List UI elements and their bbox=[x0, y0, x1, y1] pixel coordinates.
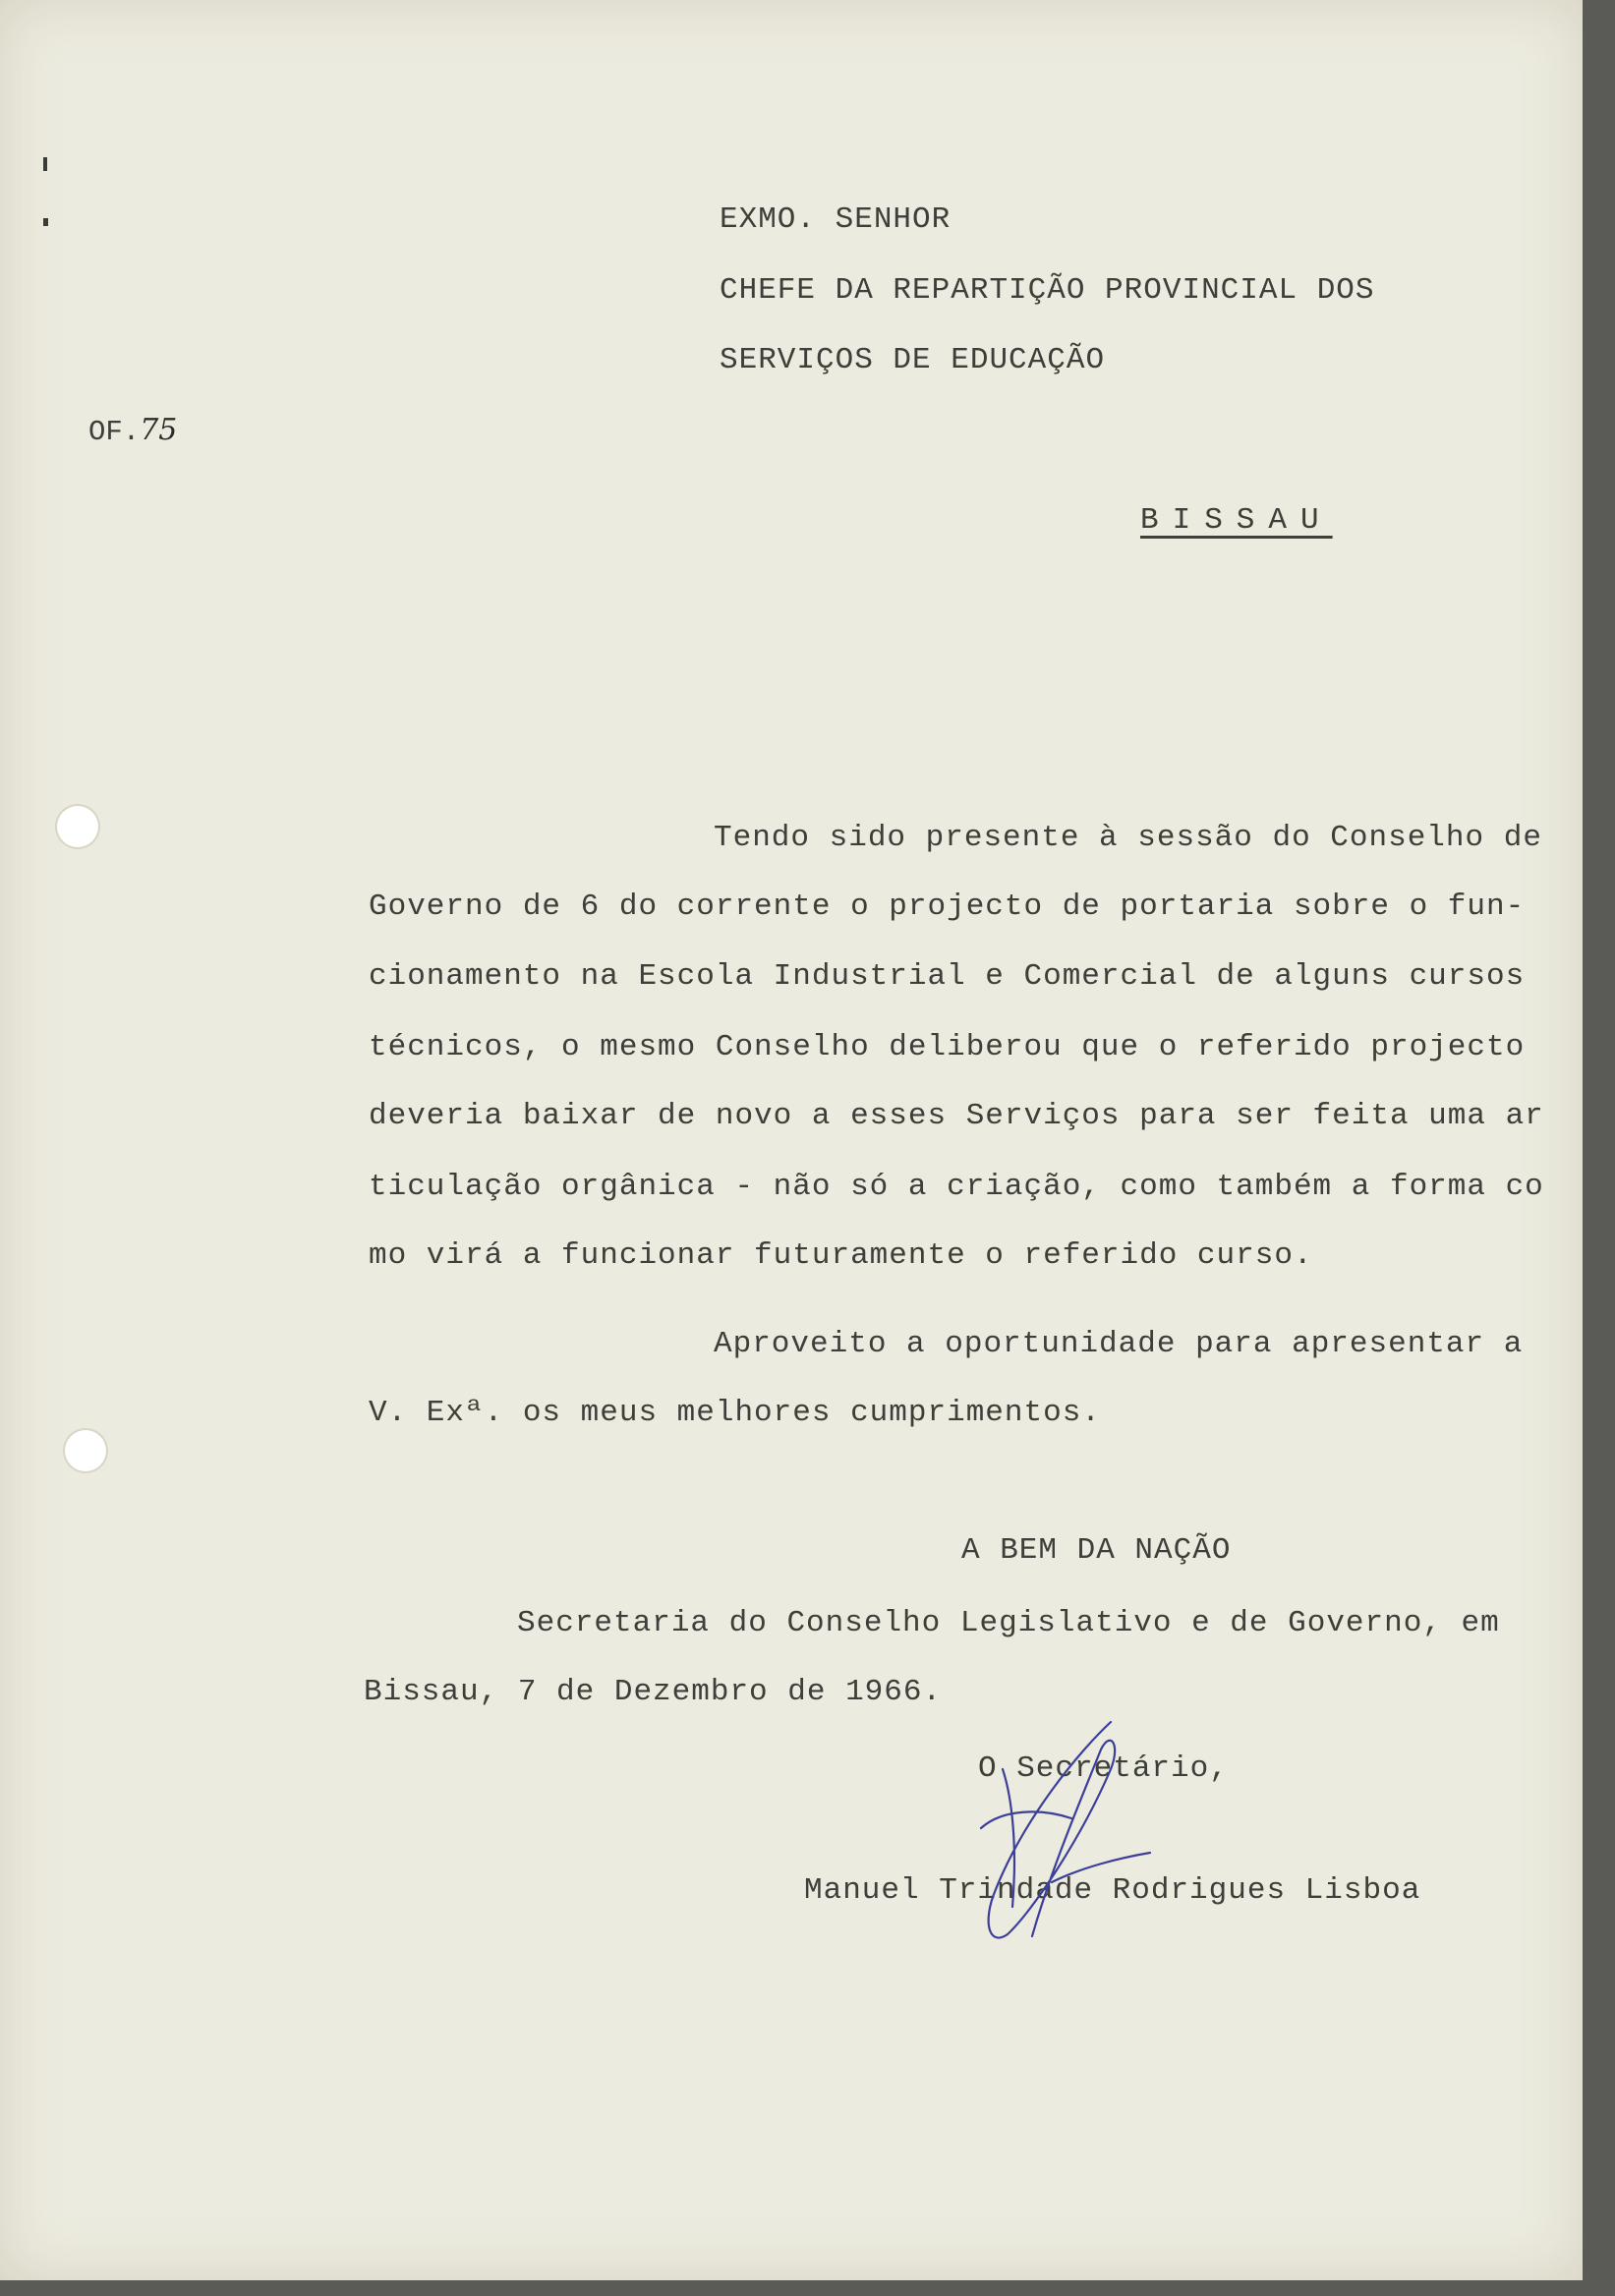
body-p1-line-4: técnicos, o mesmo Conselho deliberou que o referido projecto bbox=[369, 1030, 1526, 1064]
closing-name: Manuel Trindade Rodrigues Lisboa bbox=[804, 1873, 1421, 1908]
body-p2-line-1: Aproveito a oportunidade para apresentar a bbox=[714, 1327, 1524, 1361]
scan-edge-bottom bbox=[0, 2280, 1615, 2296]
closing-title: O Secretário, bbox=[978, 1751, 1229, 1786]
signature-image bbox=[963, 1710, 1160, 1966]
margin-mark bbox=[43, 218, 48, 226]
body-p1-line-2: Governo de 6 do corrente o projecto de portaria sobre o fun- bbox=[369, 890, 1526, 924]
scan-edge-right bbox=[1583, 0, 1615, 2296]
body-p2-line-2: V. Exª. os meus melhores cumprimentos. bbox=[369, 1396, 1101, 1430]
body-p1-line-6: ticulação orgânica - não só a criação, como também a forma co bbox=[369, 1170, 1544, 1204]
addressee-line-3: SERVIÇOS DE EDUCAÇÃO bbox=[720, 343, 1106, 377]
addressee-line-1: EXMO. SENHOR bbox=[720, 202, 952, 237]
body-p1-line-5: deveria baixar de novo a esses Serviços para ser feita uma ar bbox=[369, 1099, 1544, 1133]
punch-hole-top bbox=[57, 806, 98, 847]
margin-mark bbox=[43, 157, 47, 171]
reference-prefix: OF. bbox=[88, 416, 141, 448]
punch-hole-bottom bbox=[65, 1430, 106, 1471]
closing-place-line-2: Bissau, 7 de Dezembro de 1966. bbox=[364, 1675, 943, 1709]
closing-motto: A BEM DA NAÇÃO bbox=[961, 1533, 1232, 1568]
reference bbox=[88, 413, 177, 448]
addressee-line-2: CHEFE DA REPARTIÇÃO PROVINCIAL DOS bbox=[720, 273, 1375, 308]
reference-number: 75 bbox=[140, 413, 178, 447]
addressee-city: BISSAU bbox=[1140, 503, 1333, 538]
body-p1-line-7: mo virá a funcionar futuramente o referido curso. bbox=[369, 1238, 1313, 1273]
closing-place-line-1: Secretaria do Conselho Legislativo e de Governo, em bbox=[517, 1606, 1500, 1640]
body-p1-line-3: cionamento na Escola Industrial e Comercial de alguns cursos bbox=[369, 959, 1526, 994]
body-p1-line-1: Tendo sido presente à sessão do Conselho de bbox=[714, 821, 1542, 855]
